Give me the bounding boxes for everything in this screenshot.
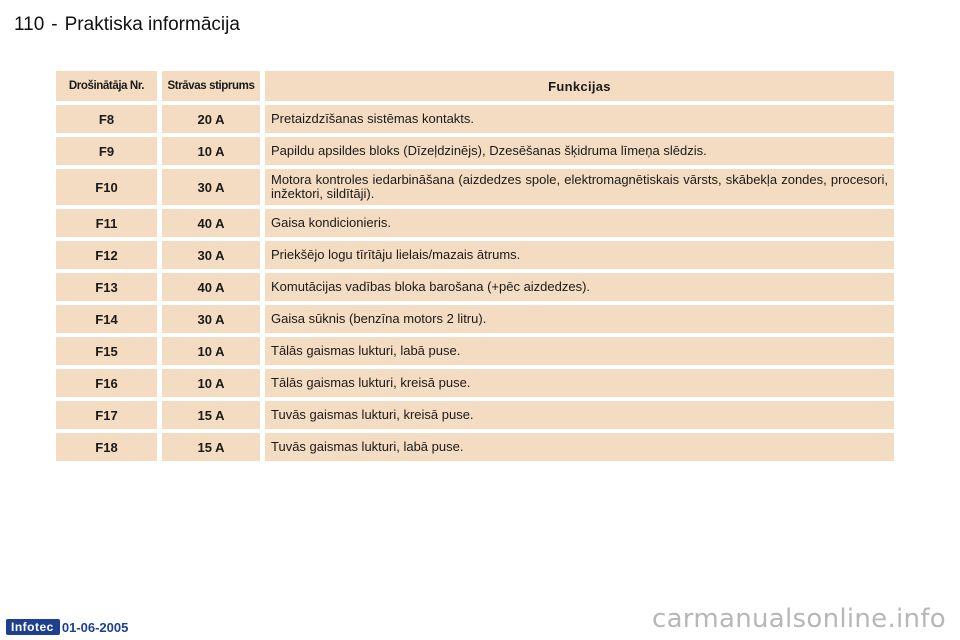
fuse-number-cell: F9	[56, 137, 157, 165]
function-cell: Motora kontroles iedarbināšana (aizdedzes spole, elektromagnētiskais vārsts, skābekļa zondes, procesori, inžektori, sildītāji).	[265, 169, 894, 205]
current-cell: 10 A	[162, 337, 260, 365]
table-row	[56, 433, 894, 461]
current-cell: 30 A	[162, 169, 260, 205]
table-row	[56, 209, 894, 237]
table-header-row	[56, 71, 894, 101]
fuse-number-cell: F16	[56, 369, 157, 397]
fuse-number-cell: F14	[56, 305, 157, 333]
page-title: Praktiska informācija	[64, 14, 240, 35]
footer	[6, 619, 128, 635]
page-header	[14, 14, 240, 36]
footer-date: 01-06-2005	[61, 619, 129, 635]
fuse-table	[51, 67, 899, 465]
current-cell: 30 A	[162, 241, 260, 269]
current-cell: 20 A	[162, 105, 260, 133]
current-cell: 15 A	[162, 433, 260, 461]
function-cell: Priekšējo logu tīrītāju lielais/mazais ātrums.	[265, 241, 894, 269]
table-row	[56, 305, 894, 333]
fuse-number-cell: F18	[56, 433, 157, 461]
fuse-number-cell: F15	[56, 337, 157, 365]
column-header-fuse-number: Drošinātāja Nr.	[56, 71, 157, 101]
fuse-number-cell: F17	[56, 401, 157, 429]
function-cell: Papildu apsildes bloks (Dīzeļdzinējs), Dzesēšanas šķidruma līmeņa slēdzis.	[265, 137, 894, 165]
function-cell: Tālās gaismas lukturi, labā puse.	[265, 337, 894, 365]
column-header-functions: Funkcijas	[265, 71, 894, 101]
fuse-number-cell: F11	[56, 209, 157, 237]
table-row	[56, 137, 894, 165]
table-row	[56, 169, 894, 205]
table-row	[56, 369, 894, 397]
function-cell: Gaisa kondicionieris.	[265, 209, 894, 237]
function-cell: Komutācijas vadības bloka barošana (+pēc aizdedzes).	[265, 273, 894, 301]
table-row	[56, 401, 894, 429]
table-row	[56, 241, 894, 269]
column-header-current: Strāvas stiprums	[162, 71, 260, 101]
current-cell: 30 A	[162, 305, 260, 333]
table-row	[56, 273, 894, 301]
table-row	[56, 105, 894, 133]
current-cell: 40 A	[162, 273, 260, 301]
function-cell: Pretaizdzīšanas sistēmas kontakts.	[265, 105, 894, 133]
function-cell: Tuvās gaismas lukturi, kreisā puse.	[265, 401, 894, 429]
function-cell: Gaisa sūknis (benzīna motors 2 litru).	[265, 305, 894, 333]
infotec-logo: Infotec	[6, 619, 60, 635]
current-cell: 15 A	[162, 401, 260, 429]
watermark: carmanualsonline.info	[651, 604, 946, 634]
function-cell: Tuvās gaismas lukturi, labā puse.	[265, 433, 894, 461]
fuse-number-cell: F8	[56, 105, 157, 133]
fuse-number-cell: F13	[56, 273, 157, 301]
current-cell: 40 A	[162, 209, 260, 237]
function-cell: Tālās gaismas lukturi, kreisā puse.	[265, 369, 894, 397]
fuse-number-cell: F10	[56, 169, 157, 205]
page-number: 110	[14, 14, 45, 35]
fuse-number-cell: F12	[56, 241, 157, 269]
current-cell: 10 A	[162, 369, 260, 397]
header-separator: -	[51, 14, 58, 35]
table-row	[56, 337, 894, 365]
current-cell: 10 A	[162, 137, 260, 165]
